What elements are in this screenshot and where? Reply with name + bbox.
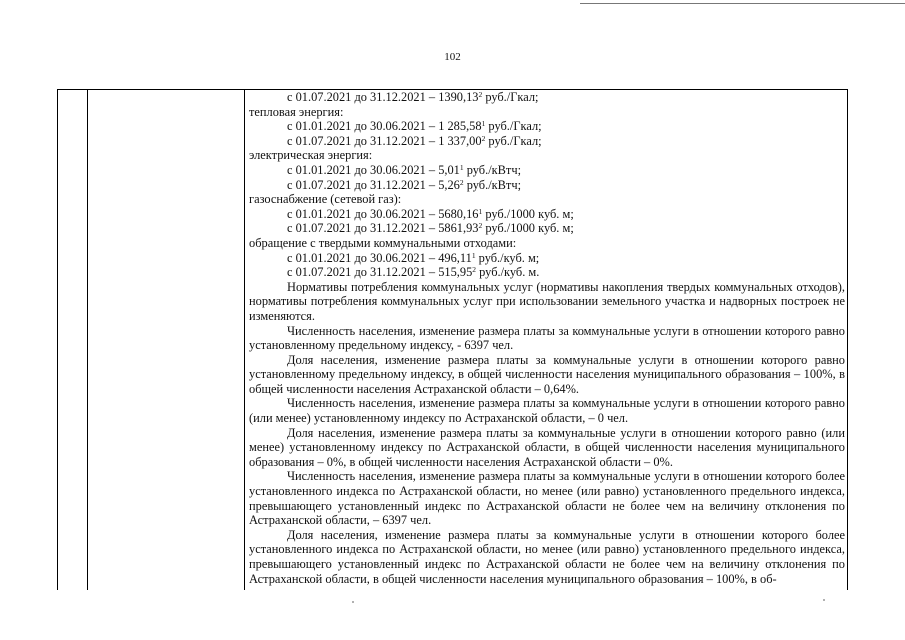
body-paragraph: Доля населения, изменение размера платы за коммунальные услуги в отношении которого равно (или менее) установленному индексу по Астраханской области, в общей численности населения муниципального образования – 0%, в общей численности населения Астраханской области – 0%. bbox=[249, 425, 845, 469]
tariff-line: с 01.07.2021 до 31.12.2021 – 1390,13$^2$ руб./Гкал; bbox=[287, 90, 539, 104]
section-label: газоснабжение (сетевой газ): bbox=[249, 192, 402, 207]
section-label: электрическая энергия: bbox=[249, 148, 373, 163]
table-column-text bbox=[245, 90, 847, 590]
tariff-line: с 01.01.2021 до 30.06.2021 – 496,11$^1$ руб./куб. м; bbox=[287, 250, 540, 265]
body-paragraph: Численность населения, изменение размера платы за коммунальные услуги в отношении которого равно (или менее) установленному индексу по Астраханской области, – 0 чел. bbox=[249, 396, 845, 426]
tariff-line: с 01.01.2021 до 30.06.2021 – 1 285,58$^1$ руб./Гкал; bbox=[287, 119, 542, 134]
table-column-number bbox=[58, 90, 88, 590]
body-paragraph: Доля населения, изменение размера платы за коммунальные услуги в отношении которого равно установленному предельному индексу, в общей численности населения муниципального образования – 100%, в общей численности населения Астраханской области – 0,64%. bbox=[249, 352, 845, 396]
tariff-line: с 01.07.2021 до 31.12.2021 – 515,95$^2$ руб./куб. м. bbox=[287, 265, 540, 280]
top-rule bbox=[580, 3, 905, 4]
document-table bbox=[57, 89, 848, 590]
section-label: обращение с твердыми коммунальными отходами: bbox=[249, 235, 517, 250]
body-paragraph: Нормативы потребления коммунальных услуг (нормативы накопления твердых коммунальных отходов), нормативы потребления коммунальных услуг при использовании земельного участка и надворных построек не изменяются. bbox=[249, 279, 845, 323]
scan-speck bbox=[823, 599, 825, 601]
tariff-line: с 01.07.2021 до 31.12.2021 – 1 337,00$^2$ руб./Гкал; bbox=[287, 133, 542, 148]
tariff-line: с 01.01.2021 до 30.06.2021 – 5680,16$^1$ руб./1000 куб. м; bbox=[287, 206, 574, 221]
scan-speck bbox=[352, 601, 354, 603]
tariff-line: с 01.07.2021 до 31.12.2021 – 5,26$^2$ руб./кВтч; bbox=[287, 177, 522, 192]
page-number: 102 bbox=[444, 51, 461, 63]
tariff-line: с 01.01.2021 до 30.06.2021 – 5,01$^1$ руб./кВтч; bbox=[287, 162, 522, 177]
table-column-name bbox=[88, 90, 245, 590]
body-paragraph: Доля населения, изменение размера платы за коммунальные услуги в отношении которого более установленного индекса по Астраханской области, но менее (или равно) установленного предельного индекса, превышающего установленный индекс по Астраханской области не более чем на величину отклонения по Астраханской области, в общей численности населения муниципального образования – 100%, в об- bbox=[249, 527, 845, 586]
tariff-line: с 01.07.2021 до 31.12.2021 – 5861,93$^2$ руб./1000 куб. м; bbox=[287, 221, 574, 236]
body-paragraph: Численность населения, изменение размера платы за коммунальные услуги в отношении которого равно установленному предельному индексу, - 6397 чел. bbox=[249, 323, 845, 353]
body-paragraph: Численность населения, изменение размера платы за коммунальные услуги в отношении которого более установленного индекса по Астраханской области, но менее (или равно) установленного предельного индекса, превышающего установленный индекс по Астраханской области не более чем на величину отклонения по Астраханской области, – 6397 чел. bbox=[249, 469, 845, 528]
section-label: тепловая энергия: bbox=[249, 104, 344, 119]
